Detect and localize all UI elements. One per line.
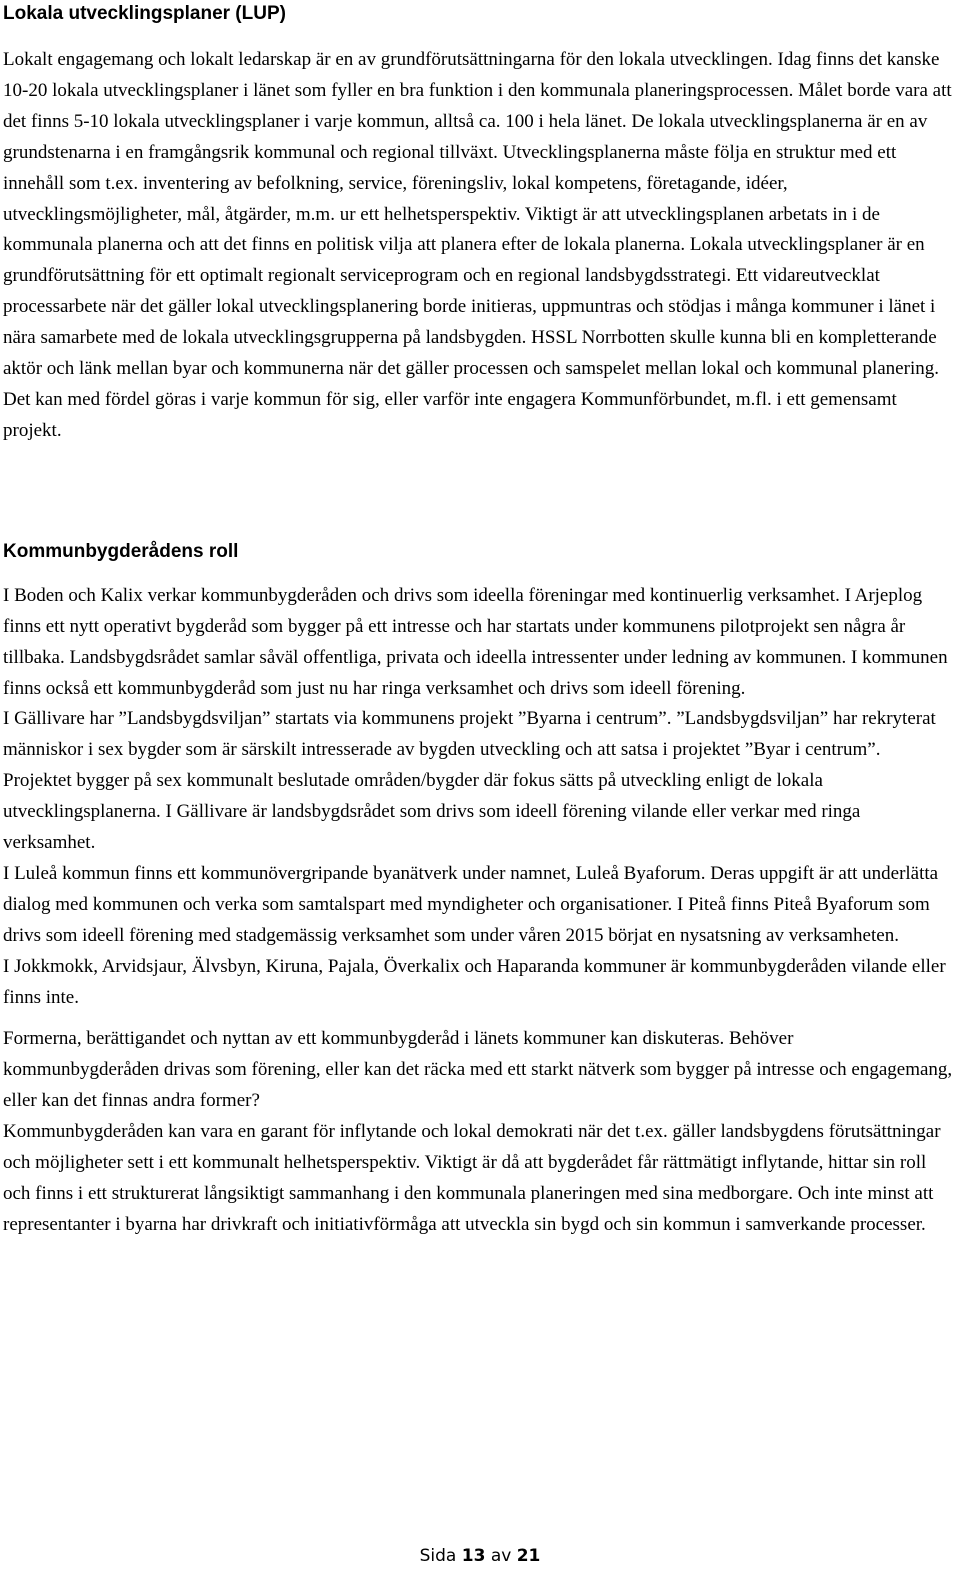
footer-prefix: Sida [419,1546,457,1566]
paragraph-line: I Jokkmokk, Arvidsjaur, Älvsbyn, Kiruna, Pajala, Överkalix och Haparanda kommuner är kommunbygderåden vilande eller finns inte. [3,955,946,1008]
paragraph-line: Kommunbygderåden kan vara en garant för inflytande och lokal demokrati när det t.ex. gäller landsbygdens förutsättningar och möjligheter sett i ett kommunalt helhetsperspektiv. Viktigt är då att bygderådet får rättmätigt inflytande, hittar sin roll och finns i ett strukturerat långsiktigt sammanhang i den kommunala planeringen med sina medborgare. Och inte minst att representanter i byarna har drivkraft och initiativförmåga att utveckla sin bygd och sin kommun i samverkande processer. [3,1121,941,1235]
paragraph-line: Formerna, berättigandet och nyttan av ett kommunbygderåd i länets kommuner kan diskuteras. Behöver kommunbygderåden drivas som förening, eller kan det räcka med ett starkt nätverk som bygger på intresse och engagemang, eller kan det finnas andra former? [3,1028,953,1112]
section-title-kommunbygderad: Kommunbygderådens roll [3,540,239,562]
section-title-lup: Lokala utvecklingsplaner (LUP) [3,3,286,24]
paragraph-line: I Luleå kommun finns ett kommunövergripande byanätverk under namnet, Luleå Byaforum. Deras uppgift är att underlätta dialog med kommunen och verka som samtalspart med myndigheter och organisationer. I Piteå finns Piteå Byaforum som drivs som ideell förening med stadgemässig verksamhet som under våren 2015 börjat en nysatsning av verksamheten. [3,862,939,946]
paragraph-line: I Gällivare har ”Landsbygdsviljan” startats via kommunens projekt ”Byarna i centrum”. ”Landsbygdsviljan” har rekryterat människor i sex bygder som är särskilt intresserade av bygden utveckling och att satsa i projektet ”Byar i centrum”. Projektet bygger på sex kommunalt beslutade områden/bygder där fokus sätts på utveckling enligt de lokala utvecklingsplanerna. I Gällivare är landsbygdsrådet som drivs som ideell förening vilande eller verkar med ringa verksamhet. [3,708,936,854]
footer-current-page: 13 [461,1546,486,1566]
paragraph-line: I Boden och Kalix verkar kommunbygderåden och drivs som ideella föreningar med kontinuerlig verksamhet. I Arjeplog finns ett nytt operativt bygderåd som bygger på ett intresse och har startats under kommunens pilotprojekt sen några år tillbaka. Landsbygdsrådet samlar såväl offentliga, privata och ideella intressenter under ledning av kommunen. I kommunen finns också ett kommunbygderåd som just nu har ringa verksamhet och drivs som ideell förening. [3,584,948,699]
section-paragraph-lup: Lokalt engagemang och lokalt ledarskap är en av grundförutsättningarna för den lokala utvecklingen. Idag finns det kanske 10-20 lokala utvecklingsplaner i länet som fyller en bra funktion i den kommunala planeringsprocessen. Målet borde vara att det finns 5-10 lokala utvecklingsplaner i varje kommun, alltså ca. 100 i hela länet. De lokala utvecklingsplanerna är en av grundstenarna i en framgångsrik kommunal och regional tillväxt. Utvecklingsplanerna måste följa en struktur med ett innehåll som t.ex. inventering av befolkning, service, föreningsliv, lokal kompetens, företagande, idéer, utvecklingsmöjligheter, mål, åtgärder, m.m. ur ett helhetsperspektiv. Viktigt är att utvecklingsplanen arbetats in i de kommunala planerna och att det finns en politisk vilja att planera efter de lokala planerna. Lokala utvecklingsplaner är en grundförutsättning för ett optimalt regionalt serviceprogram och en regional landsbygdsstrategi. Ett vidareutvecklat processarbete när det gäller lokal utvecklingsplanering borde initieras, uppmuntras och stödjas i många kommuner i länet i nära samarbete med de lokala utvecklingsgrupperna på landsbygden. HSSL Norrbotten skulle kunna bli en kompletterande aktör och länk mellan byar och kommunerna när det gäller processen och samspelet mellan lokal och kommunal planering. Det kan med fördel göras i varje kommun för sig, eller varför inte engagera Kommunförbundet, m.fl. i ett gemensamt projekt. [3,49,952,441]
footer-separator: av [490,1546,512,1566]
page-content [3,0,953,1241]
footer-total-pages: 21 [516,1546,541,1566]
section-paragraph-kommunbygderad-2 [3,1024,953,1240]
page-footer [0,1545,960,1567]
section-paragraph-kommunbygderad-1 [3,581,953,1014]
